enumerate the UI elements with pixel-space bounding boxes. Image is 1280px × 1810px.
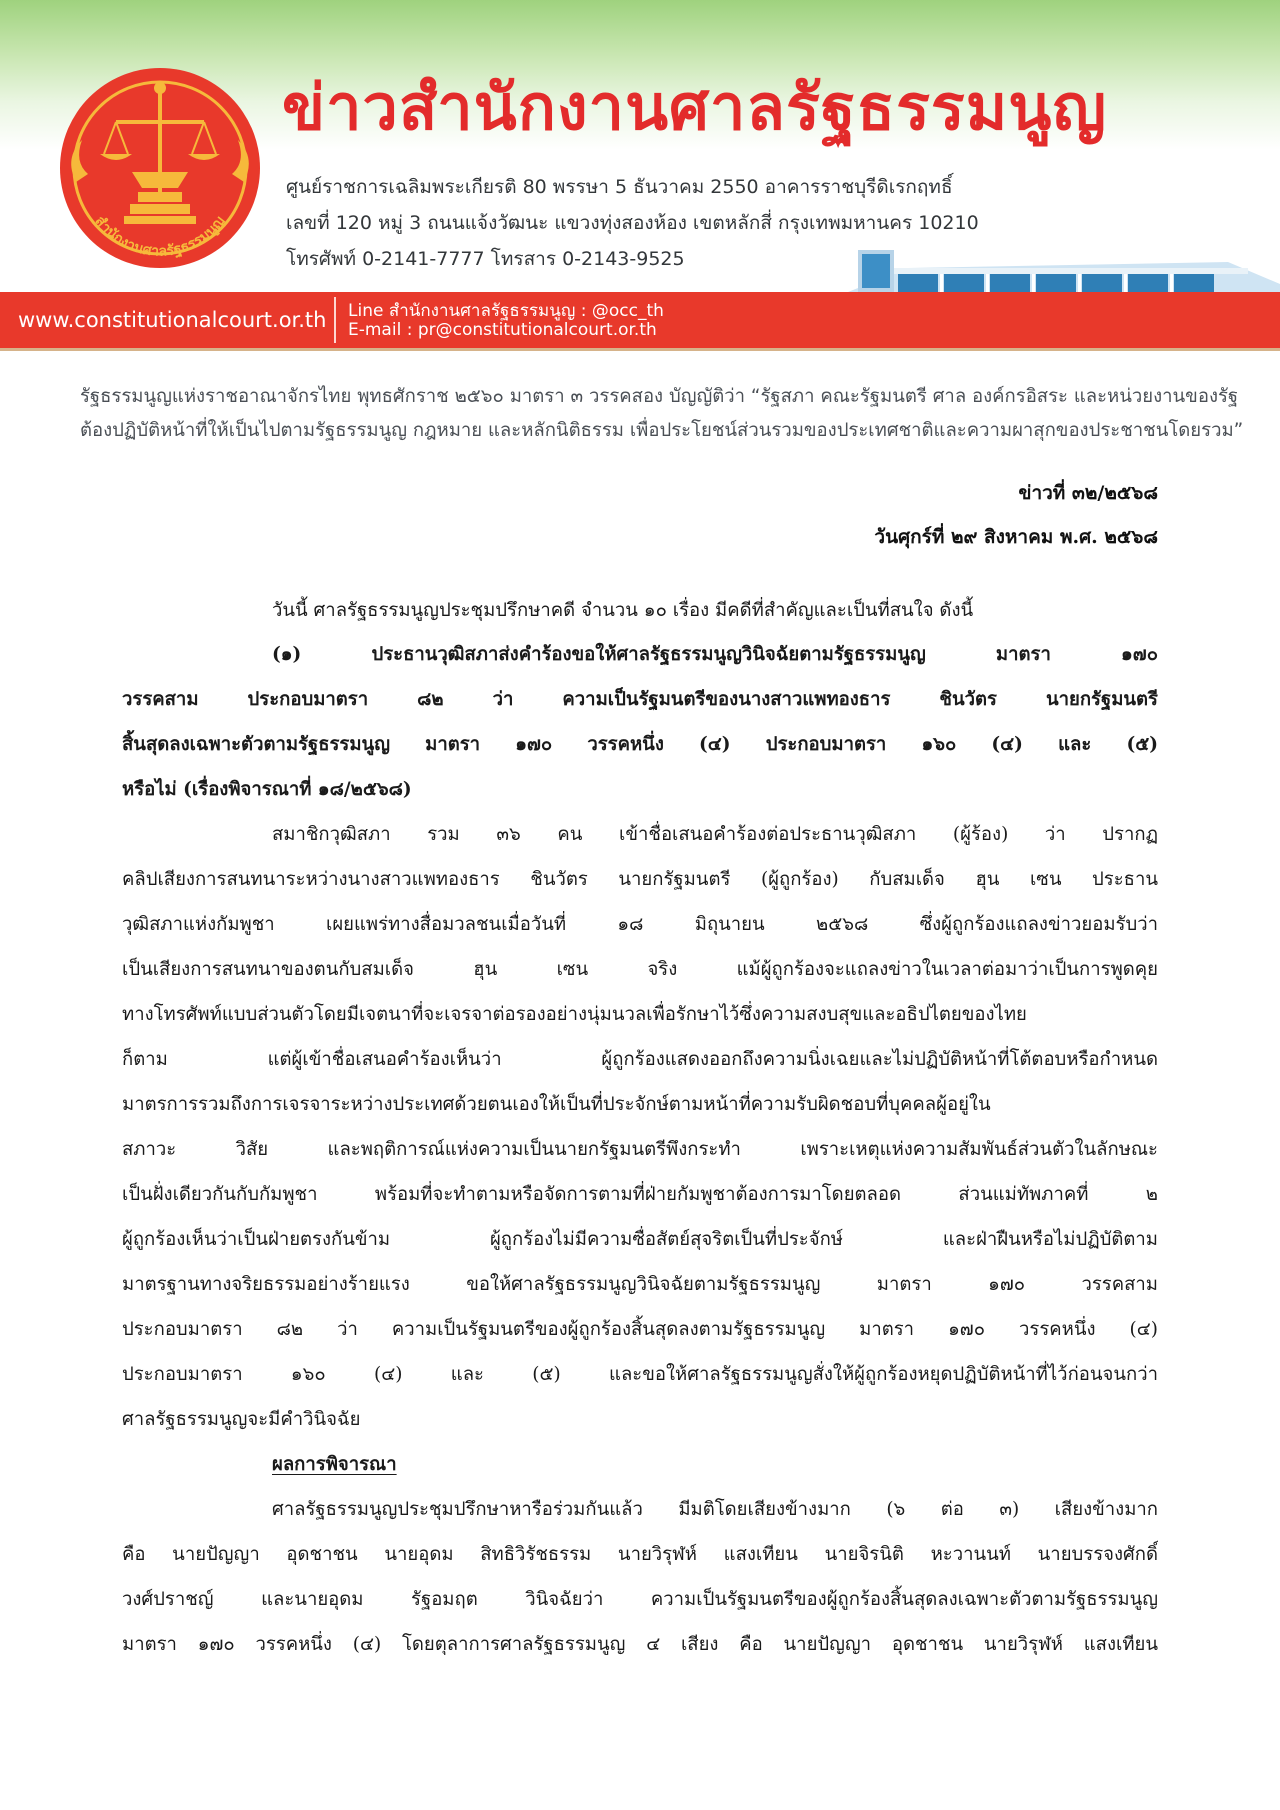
facts-line: ประกอบมาตรา ๘๒ ว่า ความเป็นรัฐมนตรีของผู้ถูกร้องสิ้นสุดลงตามรัฐธรรมนูญ มาตรา ๑๗๐ วรรคหนึ่ง (๔) <box>122 1319 1158 1340</box>
result-line: ศาลรัฐธรรมนูญประชุมปรึกษาหารือร่วมกันแล้ว มีมติโดยเสียงข้างมาก (๖ ต่อ ๓) เสียงข้างมาก <box>272 1499 1158 1520</box>
facts-line: วุฒิสภาแห่งกัมพูชา เผยแพร่ทางสื่อมวลชนเมื่อวันที่ ๑๘ มิถุนายน ๒๕๖๘ ซึ่งผู้ถูกร้องแถลงข่าวยอมรับว่า <box>122 914 1158 935</box>
office-title: ข่าวสำนักงานศาลรัฐธรรมนูญ <box>282 71 1108 144</box>
facts-line: มาตรฐานทางจริยธรรมอย่างร้ายแรง ขอให้ศาลรัฐธรรมนูญวินิจฉัยตามรัฐธรรมนูญ มาตรา ๑๗๐ วรรคสาม <box>122 1274 1158 1295</box>
result-line: มาตรา ๑๗๐ วรรคหนึ่ง (๔) โดยตุลาการศาลรัฐธรรมนูญ ๔ เสียง คือ นายปัญญา อุดชาชน นายวิรุฬห์ แสงเทียน <box>122 1634 1158 1655</box>
facts-line: คลิปเสียงการสนทนาระหว่างนางสาวแพทองธาร ชินวัตร นายกรัฐมนตรี (ผู้ถูกร้อง) กับสมเด็จ ฮุน เซน ประธาน <box>122 869 1158 890</box>
header-rule <box>0 348 1280 351</box>
contact-bar <box>0 292 1280 348</box>
constitution-quote-line-2: ต้องปฏิบัติหน้าที่ให้เป็นไปตามรัฐธรรมนูญ กฎหมาย และหลักนิติธรรม เพื่อประโยชน์ส่วนรวมของประเทศชาติและความผาสุกของประชาชนโดยรวม” <box>80 420 1244 441</box>
facts-line: ทางโทรศัพท์แบบส่วนตัวโดยมีเจตนาที่จะเจรจาต่อรองอย่างนุ่มนวลเพื่อรักษาไว้ซึ่งความสงบสุขและอธิปไตยของไทย <box>122 1004 1027 1025</box>
emblem-text: สำนักงานศาลรัฐธรรมนูญ <box>91 213 229 260</box>
letterhead <box>0 0 1280 300</box>
email-contact[interactable]: E-mail : pr@constitutionalcourt.or.th <box>348 320 657 340</box>
facts-line: สมาชิกวุฒิสภา รวม ๓๖ คน เข้าชื่อเสนอคำร้องต่อประธานวุฒิสภา (ผู้ร้อง) ว่า ปรากฏ <box>272 824 1158 845</box>
facts-line: ศาลรัฐธรรมนูญจะมีคำวินิจฉัย <box>122 1409 361 1430</box>
facts-line: ผู้ถูกร้องเห็นว่าเป็นฝ่ายตรงกันข้าม ผู้ถูกร้องไม่มีความซื่อสัตย์สุจริตเป็นที่ประจักษ์ และฝ่าฝืนหรือไม่ปฏิบัติตาม <box>122 1229 1158 1250</box>
intro-paragraph: วันนี้ ศาลรัฐธรรมนูญประชุมปรึกษาคดี จำนวน ๑๐ เรื่อง มีคดีที่สำคัญและเป็นที่สนใจ ดังนี้ <box>272 600 974 621</box>
website-link[interactable]: www.constitutionalcourt.or.th <box>18 308 327 332</box>
court-emblem-icon <box>54 62 266 274</box>
case-title-line: วรรคสาม ประกอบมาตรา ๘๒ ว่า ความเป็นรัฐมนตรีของนางสาวแพทองธาร ชินวัตร นายกรัฐมนตรี <box>122 689 1158 710</box>
address-line-1: ศูนย์ราชการเฉลิมพระเกียรติ 80 พรรษา 5 ธันวาคม 2550 อาคารราชบุรีดิเรกฤทธิ์ <box>286 176 953 198</box>
case-title-line: หรือไม่ (เรื่องพิจารณาที่ ๑๘/๒๕๖๘) <box>122 779 412 800</box>
news-date: วันศุกร์ที่ ๒๙ สิงหาคม พ.ศ. ๒๕๖๘ <box>874 526 1158 548</box>
address-line-2: เลขที่ 120 หมู่ 3 ถนนแจ้งวัฒนะ แขวงทุ่งสองห้อง เขตหลักสี่ กรุงเทพมหานคร 10210 <box>286 212 979 234</box>
facts-line: มาตรการรวมถึงการเจรจาระหว่างประเทศด้วยตนเองให้เป็นที่ประจักษ์ตามหน้าที่ความรับผิดชอบที่บุคคลผู้อยู่ใน <box>122 1094 991 1115</box>
result-heading: ผลการพิจารณา <box>272 1454 397 1475</box>
facts-line: สภาวะ วิสัย และพฤติการณ์แห่งความเป็นนายกรัฐมนตรีพึงกระทำ เพราะเหตุแห่งความสัมพันธ์ส่วนตัวในลักษณะ <box>122 1139 1158 1160</box>
constitution-quote-line-1: รัฐธรรมนูญแห่งราชอาณาจักรไทย พุทธศักราช ๒๕๖๐ มาตรา ๓ วรรคสอง บัญญัติว่า “รัฐสภา คณะรัฐมนตรี ศาล องค์กรอิสระ และหน่วยงานของรัฐ <box>80 386 1239 407</box>
line-contact: Line สำนักงานศาลรัฐธรรมนูญ : @occ_th <box>348 301 664 321</box>
news-number: ข่าวที่ ๓๒/๒๕๖๘ <box>1018 482 1158 504</box>
facts-line: เป็นฝั่งเดียวกันกับกัมพูชา พร้อมที่จะทำตามหรือจัดการตามที่ฝ่ายกัมพูชาต้องการมาโดยตลอด ส่วนแม่ทัพภาคที่ ๒ <box>122 1184 1158 1205</box>
case-title-line: สิ้นสุดลงเฉพาะตัวตามรัฐธรรมนูญ มาตรา ๑๗๐ วรรคหนึ่ง (๔) ประกอบมาตรา ๑๖๐ (๔) และ (๕) <box>122 734 1158 755</box>
result-line: คือ นายปัญญา อุดชาชน นายอุดม สิทธิวิรัชธรรม นายวิรุฬห์ แสงเทียน นายจิรนิติ หะวานนท์ นายบรรจงศักดิ์ <box>122 1544 1158 1565</box>
facts-line: ประกอบมาตรา ๑๖๐ (๔) และ (๕) และขอให้ศาลรัฐธรรมนูญสั่งให้ผู้ถูกร้องหยุดปฏิบัติหน้าที่ไว้ก่อนจนกว่า <box>122 1364 1158 1385</box>
case-title-line: (๑) ประธานวุฒิสภาส่งคำร้องขอให้ศาลรัฐธรรมนูญวินิจฉัยตามรัฐธรรมนูญ มาตรา ๑๗๐ <box>272 644 1158 665</box>
result-heading-row <box>272 1450 1158 1479</box>
result-line: วงศ์ปราชญ์ และนายอุดม รัฐอมฤต วินิจฉัยว่า ความเป็นรัฐมนตรีของผู้ถูกร้องสิ้นสุดลงเฉพาะตัวตามรัฐธรรมนูญ <box>122 1589 1158 1610</box>
facts-line: ก็ตาม แต่ผู้เข้าชื่อเสนอคำร้องเห็นว่า ผู้ถูกร้องแสดงออกถึงความนิ่งเฉยและไม่ปฏิบัติหน้าที่โต้ตอบหรือกำหนด <box>122 1049 1158 1070</box>
facts-line: เป็นเสียงการสนทนาของตนกับสมเด็จ ฮุน เซน จริง แม้ผู้ถูกร้องจะแถลงข่าวในเวลาต่อมาว่าเป็นการพูดคุย <box>122 959 1158 980</box>
divider <box>334 297 336 343</box>
phone-fax: โทรศัพท์ 0-2141-7777 โทรสาร 0-2143-9525 <box>286 248 685 270</box>
